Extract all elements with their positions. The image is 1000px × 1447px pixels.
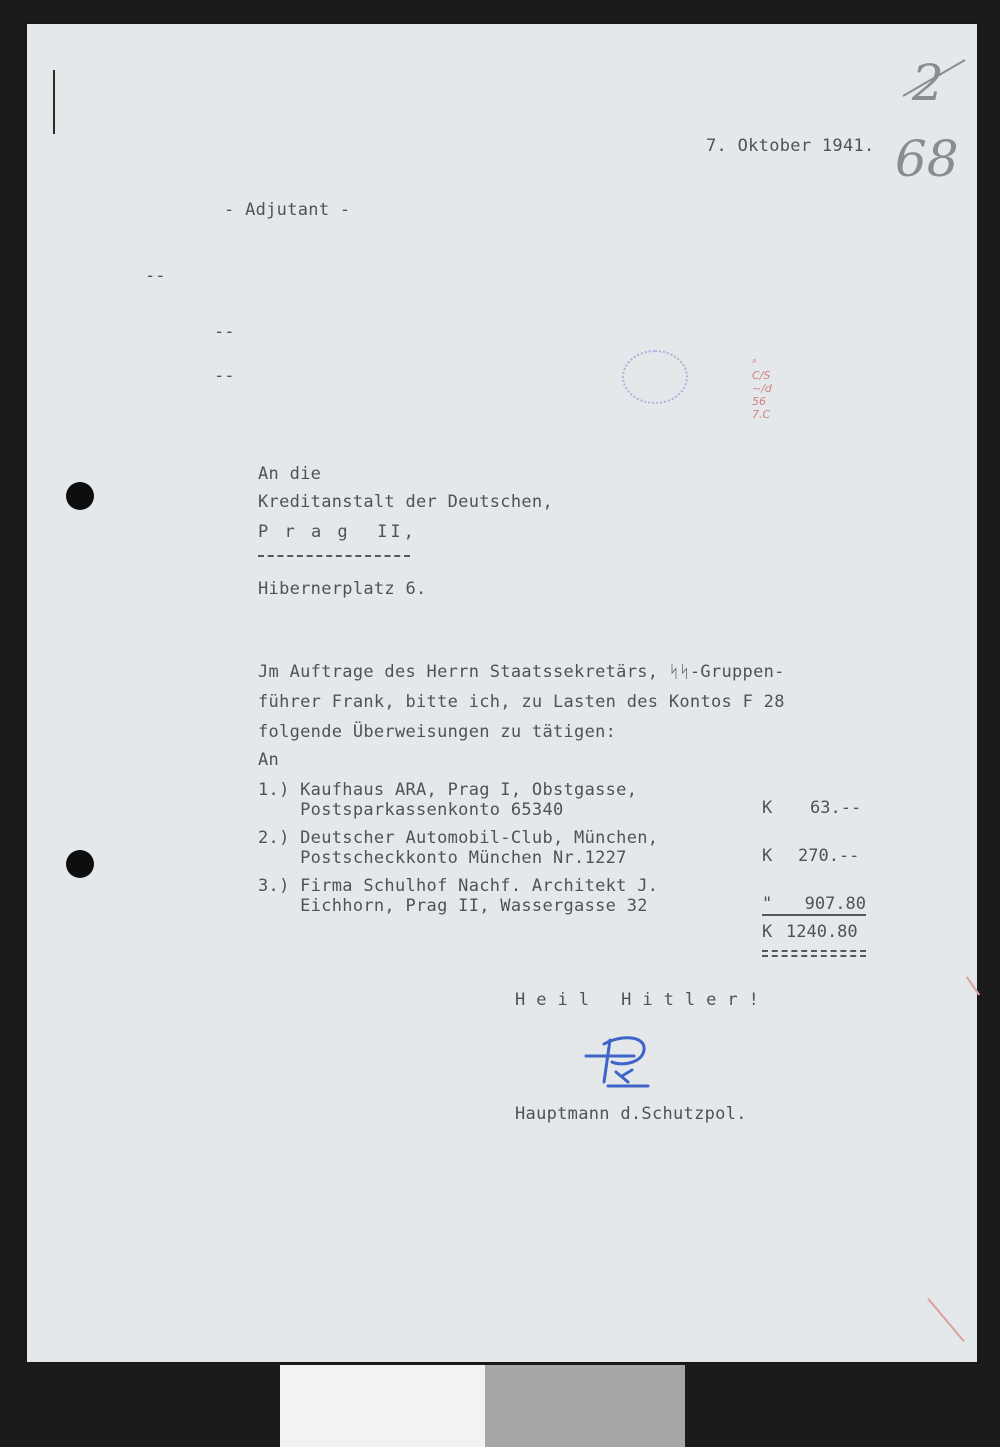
pencil-strike-mark [895, 56, 975, 106]
signatory-title: Hauptmann d.Schutzpol. [515, 1104, 747, 1124]
dash-mark: -- [214, 322, 235, 342]
margin-tick-mark [53, 70, 55, 134]
transfer-item-line: 3.) Firma Schulhof Nachf. Architekt J. [258, 876, 659, 896]
colour-calibration-white [280, 1365, 485, 1447]
city-underline [258, 555, 410, 557]
pencil-number-crossed: 2 [912, 54, 944, 112]
body-line: folgende Überweisungen zu tätigen: [258, 722, 617, 742]
transfer-item-line: Postscheckkonto München Nr.1227 [258, 848, 627, 868]
total-currency: K [762, 922, 773, 942]
total-amount: 1240.80 [786, 922, 858, 942]
transfer-currency: K [762, 846, 773, 866]
transfer-item-line: Postsparkassenkonto 65340 [258, 800, 564, 820]
handwritten-signature [582, 1030, 658, 1088]
punch-hole-top [66, 482, 94, 510]
transfer-item-line: 2.) Deutscher Automobil-Club, München, [258, 828, 659, 848]
transfer-item-line: 1.) Kaufhaus ARA, Prag I, Obstgasse, [258, 780, 638, 800]
address-city: P r a g II, [258, 522, 417, 542]
document-date: 7. Oktober 1941. [706, 136, 875, 156]
red-pencil-marks: ᵃ C/S ~/d 56 7.C [752, 356, 772, 421]
body-line: führer Frank, bitte ich, zu Lasten des Kontos F 28 [258, 692, 785, 712]
transfer-item-line: Eichhorn, Prag II, Wassergasse 32 [258, 896, 648, 916]
transfer-amount: 270.-- [798, 846, 860, 866]
dash-mark: -- [214, 366, 235, 386]
department-heading: - Adjutant - [224, 200, 351, 220]
transfer-amount: 63.-- [810, 798, 862, 818]
faint-stamp [622, 350, 688, 404]
punch-hole-bottom [66, 850, 94, 878]
transfer-amount: 907.80 [788, 894, 866, 916]
transfer-currency: " [762, 894, 788, 916]
transfer-currency: K [762, 798, 773, 818]
body-line: Jm Auftrage des Herrn Staatssekretärs, ᛋᛋ-Gruppen- [258, 662, 785, 682]
colour-calibration-grey [485, 1365, 685, 1447]
dash-mark: -- [145, 266, 166, 286]
total-double-rule [762, 950, 866, 957]
address-line: An die [258, 464, 322, 484]
pencil-number: 68 [895, 130, 959, 188]
body-line: An [258, 750, 280, 770]
closing-greeting: Heil Hitler! [515, 990, 770, 1010]
address-line: Kreditanstalt der Deutschen, [258, 492, 553, 512]
address-line: Hibernerplatz 6. [258, 579, 427, 599]
